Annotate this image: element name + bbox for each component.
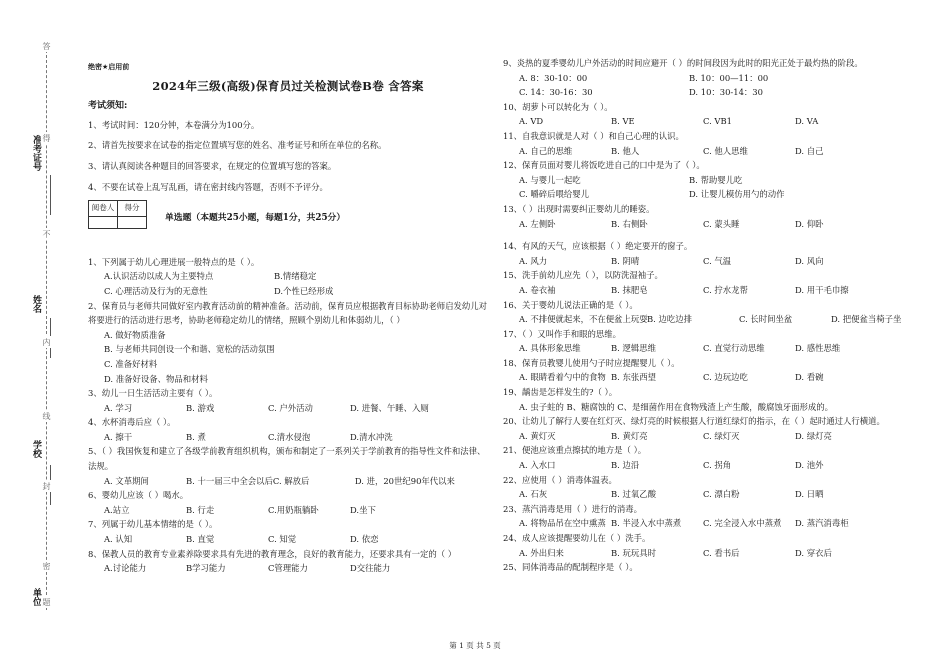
question-item [503, 531, 923, 560]
answer-option[interactable]: D. 让婴儿模仿用勺的动作 [689, 189, 785, 200]
answer-option[interactable]: B. 过氧乙酸 [611, 489, 656, 500]
option-row [519, 217, 923, 232]
option-row [519, 187, 923, 202]
answer-option[interactable]: C. 直觉行动思维 [703, 343, 765, 354]
answer-option[interactable]: A. 左侧卧 [519, 218, 556, 229]
question-text: 3、幼儿一日生活活动主要有（ ）。 [88, 388, 218, 399]
answer-option[interactable]: D. 把便盆当椅子坐 [831, 314, 902, 325]
answer-option[interactable]: C. 边玩边吃 [703, 372, 748, 383]
question-item [88, 444, 488, 488]
answer-option[interactable]: B. 十一届三中全会以后 [186, 475, 273, 486]
answer-option[interactable]: A. 不排便就起来，不在便盆上玩耍 [519, 314, 648, 325]
answer-option[interactable]: B.情绪稳定 [274, 271, 317, 282]
answer-option[interactable]: B. 黄灯亮 [611, 430, 648, 441]
exam-title: 2024年三级(高级)保育员过关检测试卷B卷 含答案 [152, 78, 424, 93]
binding-label-exam-number: 准考证号 [31, 135, 41, 171]
question-text: 13、（ ）出现时需要纠正婴幼儿的睡姿。 [503, 203, 655, 214]
question-item [88, 299, 488, 387]
answer-option[interactable]: D. 10：30-14：30 [689, 87, 763, 98]
question-text: 6、婴幼儿应该（ ）喝水。 [88, 490, 189, 501]
answer-option[interactable]: C. 解放后 [272, 475, 310, 486]
binding-strip [0, 40, 72, 620]
answer-option[interactable]: D. 日晒 [795, 489, 824, 500]
question-text: 7、列属于幼儿基本情绪的是（ ）。 [88, 519, 218, 530]
answer-option[interactable]: C. 知觉 [268, 534, 297, 545]
answer-option[interactable]: C. 长时间坐盆 [739, 314, 793, 325]
notice-line: 3、请认真阅读各种题目的回答要求，在规定的位置填写您的答案。 [88, 160, 337, 171]
answer-option[interactable]: C. 准备好材料 [104, 358, 158, 369]
secret-label: 绝密★启用前 [88, 63, 130, 71]
question-item [503, 414, 923, 443]
option-row [104, 561, 488, 576]
answer-option[interactable]: A. 具体形象思维 [519, 343, 581, 354]
question-text: 25、同体消毒品的配制程序是（ ）。 [503, 562, 638, 573]
seal-mark: 不 [42, 230, 51, 238]
answer-option[interactable]: B. 右侧卧 [611, 218, 648, 229]
question-text: 11、自我意识就是人对（ ）和自己心理的认识。 [503, 130, 684, 141]
answer-option[interactable]: C. 拐角 [703, 460, 732, 471]
answer-option[interactable]: D. 穿衣后 [795, 547, 832, 558]
score-cell[interactable] [118, 216, 147, 228]
page-footer: 第 1 页 共 5 页 [449, 641, 501, 650]
answer-option[interactable]: A. 擦干 [104, 431, 133, 442]
answer-option[interactable]: B. 行走 [186, 504, 215, 515]
seal-mark: 得 [42, 134, 51, 142]
answer-option[interactable]: B. 与老师共同创设一个和谐、宽松的活动氛围 [104, 344, 275, 355]
option-row [519, 173, 923, 188]
question-text: 5、（ ）我国恢复和建立了各级学前教育组织机构，颁布和制定了一系列关于学前教育的指导性文件和法律、法规。 [88, 446, 486, 472]
answer-option[interactable]: A. 风力 [519, 255, 548, 266]
question-item [88, 517, 488, 546]
question-item [503, 385, 923, 414]
option-row [519, 114, 923, 129]
question-item [503, 239, 923, 268]
option-row [519, 546, 923, 561]
question-text: 16、关于婴幼儿说法正确的是（ ）。 [503, 299, 638, 310]
score-table [88, 200, 147, 229]
answer-option[interactable]: A. 学习 [104, 402, 133, 413]
seal-mark: 封 [42, 482, 51, 490]
answer-option[interactable]: D交往能力 [350, 563, 391, 574]
question-item [503, 502, 923, 531]
notice-line: 1、考试时间：120分钟，本卷满分为100分。 [88, 119, 260, 130]
question-item [503, 298, 923, 327]
answer-option[interactable]: D. 蒸汽消毒柜 [795, 518, 849, 529]
answer-option[interactable]: A. 虫子蛀的 B、糖腐蚀的 C、是细菌作用在食物残渣上产生酸，酸腐蚀牙面形成的。 [519, 401, 834, 412]
question-text: 24、成人应该提醒要幼儿在（ ）洗手。 [503, 533, 651, 543]
option-row [519, 458, 923, 473]
question-text: 18、保育员教婴儿使用勺子时应提醒婴儿（ ）。 [503, 357, 680, 368]
question-text: 17、（ ）又叫作手和眼的思维。 [503, 328, 621, 339]
answer-option[interactable]: C. 气温 [703, 255, 732, 266]
answer-option[interactable]: B. 边沿 [611, 460, 640, 471]
answer-option[interactable]: D. 准备好设备、物品和材料 [104, 373, 208, 384]
option-row [104, 532, 488, 547]
answer-option[interactable]: A. 8：30-10：00 [519, 72, 588, 83]
option-row [519, 487, 923, 502]
option-row [519, 516, 923, 531]
answer-option[interactable]: B. 东张西望 [611, 372, 656, 383]
answer-option[interactable]: B. 抹肥皂 [611, 284, 648, 295]
answer-option[interactable]: D. 风向 [795, 255, 824, 266]
notice-line: 2、请首先按要求在试卷的指定位置填写您的姓名、准考证号和所在单位的名称。 [88, 140, 387, 151]
answer-option[interactable]: B. 10：00—11：00 [689, 72, 769, 83]
answer-option[interactable]: A. 将物品吊在空中熏蒸 [519, 518, 606, 529]
answer-option[interactable]: C. 心理活动及行为的无意性 [104, 285, 208, 296]
right-question-list [503, 56, 923, 575]
seal-mark: 答 [42, 42, 51, 50]
answer-option[interactable]: C. 他人思维 [703, 145, 748, 156]
question-text: 20、让幼儿了解行人要在红灯灭、绿灯亮的时候根据人行道红绿灯的指示，在（ ）起时通过人行横道。 [503, 416, 885, 427]
answer-option[interactable]: A.站立 [104, 504, 130, 515]
option-row [519, 341, 923, 356]
answer-option[interactable]: A. 卷衣袖 [519, 284, 556, 295]
answer-option[interactable]: D.个性已经形成 [274, 285, 334, 296]
question-text: 21、便池应该重点擦拭的地方是（ ）。 [503, 445, 647, 456]
binding-label-name: 姓名 [31, 295, 41, 313]
answer-option[interactable]: C.用奶瓶躺卧 [268, 504, 319, 515]
answer-option[interactable]: B. 阴晴 [611, 255, 640, 266]
option-row [519, 429, 923, 444]
answer-option[interactable]: D. 感性思维 [795, 343, 841, 354]
question-item [503, 158, 923, 202]
answer-option[interactable]: D. 自己 [795, 145, 824, 156]
answer-option[interactable]: C. 拧水龙帮 [703, 284, 748, 295]
question-text: 22、应使用（ ）消毒体温表。 [503, 474, 617, 485]
answer-option[interactable]: C管理能力 [268, 563, 308, 574]
question-item [88, 488, 488, 517]
question-text: 10、胡萝卜可以转化为（ ）。 [503, 101, 613, 112]
exam-number-fill-line [50, 175, 51, 215]
score-header-score: 得分 [118, 201, 147, 217]
option-row [519, 71, 923, 86]
answer-option[interactable]: C. 户外活动 [268, 402, 313, 413]
question-text: 12、保育员面对婴儿将饭吃进自己的口中是为了（ ）。 [503, 160, 705, 171]
option-row [104, 269, 488, 284]
question-item [503, 560, 923, 575]
answer-option[interactable]: D.坐下 [350, 504, 376, 515]
option-row [104, 401, 488, 416]
answer-option[interactable]: A. 认知 [104, 534, 133, 545]
question-item [503, 56, 923, 100]
answer-option[interactable]: A.认识活动以成人为主要特点 [104, 271, 214, 282]
answer-option[interactable]: D. 绿灯亮 [795, 430, 832, 441]
question-text: 19、龋齿是怎样发生的?（ ）。 [503, 387, 618, 398]
option-row [104, 503, 488, 518]
answer-option[interactable]: C.清水侵泡 [268, 431, 311, 442]
answer-option[interactable]: A. 眼睛看着勺中的食物 [519, 372, 606, 383]
question-item [88, 386, 488, 415]
notice-line: 4、不要在试卷上乱写乱画，请在密封线内答题，否则不予评分。 [88, 181, 328, 192]
notice-heading: 考试须知: [88, 101, 128, 112]
answer-option[interactable]: D.清水冲洗 [350, 431, 393, 442]
question-item [503, 327, 923, 356]
answer-option[interactable]: D. VA [795, 116, 819, 127]
question-item [503, 473, 923, 502]
answer-option[interactable]: C. VB1 [703, 116, 732, 127]
right-column [503, 56, 923, 575]
question-item [88, 547, 488, 576]
question-item [503, 443, 923, 472]
option-row [519, 370, 923, 385]
option-row [104, 430, 488, 445]
question-item [503, 202, 923, 231]
option-row [519, 85, 923, 100]
answer-option[interactable]: D. 仰卧 [795, 218, 824, 229]
answer-option[interactable]: A.讨论能力 [104, 563, 147, 574]
seal-mark: 题 [42, 598, 51, 606]
question-item [503, 100, 923, 129]
answer-option[interactable]: B. 他人 [611, 145, 640, 156]
question-text: 23、蒸汽消毒是用（ ）进行的消毒。 [503, 503, 642, 514]
answer-option[interactable]: C. 漂白粉 [703, 489, 740, 500]
answer-option[interactable]: B. 逻辑思维 [611, 343, 656, 354]
score-area [88, 200, 488, 229]
question-text: 14、有风的天气，应该根据（ ）绝定要开的窗子。 [503, 241, 693, 252]
answer-option[interactable]: C. 蒙头睡 [703, 218, 740, 229]
question-text: 15、洗手前幼儿应先（ ），以防洗湿袖子。 [503, 270, 663, 281]
question-item [503, 129, 923, 158]
answer-option[interactable]: C. 完全浸入水中蒸煮 [703, 518, 782, 529]
left-column [88, 60, 488, 576]
option-row [519, 254, 923, 269]
answer-option[interactable]: A. 黄灯灭 [519, 430, 556, 441]
answer-option[interactable]: B学习能力 [186, 563, 226, 574]
answer-option[interactable]: A. VD [519, 116, 544, 127]
option-row [104, 474, 488, 489]
binding-label-unit: 单位 [31, 588, 41, 606]
option-row [519, 144, 923, 159]
option-row [519, 312, 923, 327]
answer-option[interactable]: D. 用干毛巾擦 [795, 284, 849, 295]
answer-option[interactable]: D. 进，20世纪90年代以来 [354, 475, 455, 486]
question-item [503, 268, 923, 297]
seal-mark: 密 [42, 562, 51, 570]
answer-option[interactable]: B. 游戏 [186, 402, 215, 413]
binding-label-school: 学校 [31, 440, 41, 458]
answer-option[interactable]: D. 依恋 [350, 534, 379, 545]
answer-option[interactable]: B. 煮 [186, 431, 206, 442]
option-row [519, 283, 923, 298]
answer-option[interactable]: D. 池外 [795, 460, 824, 471]
answer-option[interactable]: C. 绿灯灭 [703, 430, 740, 441]
answer-option[interactable]: B. 帮助婴儿吃 [689, 174, 743, 185]
left-question-list [88, 255, 488, 576]
question-text: 4、水杯消毒后应（ ）。 [88, 417, 176, 428]
answer-option[interactable]: A. 入水口 [519, 460, 556, 471]
question-item [88, 415, 488, 444]
answer-option[interactable]: C. 嚼碎后喂给婴儿 [519, 189, 590, 200]
question-item [88, 255, 488, 299]
answer-option[interactable]: C. 看书后 [703, 547, 740, 558]
answer-option[interactable]: B. 半浸入水中蒸煮 [611, 518, 682, 529]
answer-option[interactable]: A. 与婴儿一起吃 [519, 174, 581, 185]
question-text: 2、保育员与老师共同做好室内教育活动前的精神准备。活动前，保育员应根据教育目标协助老师启发幼儿对将要进行的活动进行思考，协助老师稳定幼儿的情绪，照顾个别幼儿和体弱幼儿，（ ） [88, 300, 487, 326]
answer-option[interactable]: C. 14：30-16：30 [519, 87, 593, 98]
answer-option[interactable]: B. VE [611, 116, 635, 127]
answer-option[interactable]: A. 做好物质准备 [104, 329, 166, 340]
section-heading: 单选题（本题共25小题，每题1分，共25分） [165, 213, 346, 224]
seal-mark: 内 [42, 338, 51, 346]
answer-option[interactable]: A. 石灰 [519, 489, 548, 500]
answer-option[interactable]: A. 自己的思维 [519, 145, 573, 156]
question-text: 9、炎热的夏季婴幼儿户外活动的时间应避开（ ）的时间段因为此时的阳光正处于最灼热的阶段。 [503, 58, 863, 68]
option-row [104, 284, 488, 299]
question-text: 8、保教人员的教育专业素养除要求具有先进的教育理念，良好的教育能力，还要求具有一定的（ ） [88, 548, 457, 559]
answer-option[interactable]: D. 看碗 [795, 372, 824, 383]
answer-option[interactable]: D. 进餐、午睡、入厕 [350, 402, 429, 413]
seal-mark: 线 [42, 412, 51, 420]
answer-option[interactable]: B. 玩玩具时 [611, 547, 656, 558]
answer-option[interactable]: A. 外出归来 [519, 547, 564, 558]
answer-option[interactable]: B. 边吃边排 [647, 314, 692, 325]
question-text: 1、下列属于幼儿心理进展一般特点的是（ ）。 [88, 256, 260, 267]
question-item [503, 356, 923, 385]
answer-option[interactable]: A. 文革期间 [104, 475, 149, 486]
answer-option[interactable]: B. 直觉 [186, 534, 215, 545]
grader-cell[interactable] [89, 216, 118, 228]
score-header-grader: 阅卷人 [89, 201, 118, 217]
